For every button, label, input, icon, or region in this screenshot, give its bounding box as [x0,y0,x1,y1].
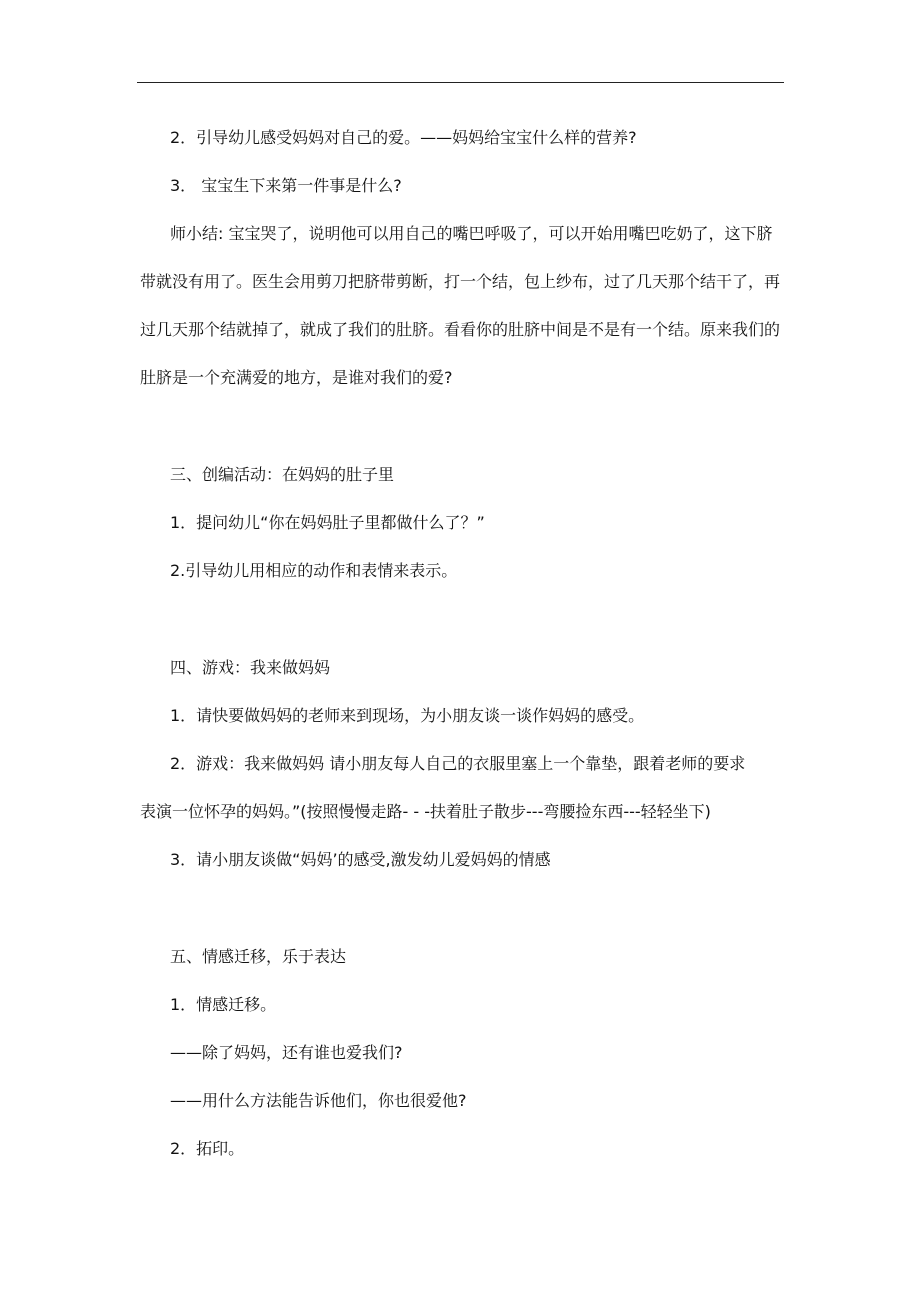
text-line: ——除了妈妈，还有谁也爱我们? [170,1043,403,1062]
header-rule [137,82,784,83]
text-line: 2．游戏：我来做妈妈 请小朋友每人自己的衣服里塞上一个靠垫，跟着老师的要求 [170,754,746,773]
section-heading: 五、情感迁移，乐于表达 [170,947,347,966]
text-line: 肚脐是一个充满爱的地方，是谁对我们的爱? [140,368,453,387]
text-line: 表演一位怀孕的妈妈。”(按照慢慢走路- - -扶着肚子散步---弯腰捡东西---轻轻坐下) [140,802,711,821]
section-heading: 三、创编活动：在妈妈的肚子里 [170,465,395,484]
text-line: 带就没有用了。医生会用剪刀把脐带剪断，打一个结，包上纱布，过了几天那个结干了，再 [140,272,781,291]
text-line: 1．提问幼儿“你在妈妈肚子里都做什么了？” [170,513,485,532]
text-line: 2．拓印。 [170,1139,245,1158]
text-line: 2.引导幼儿用相应的动作和表情来表示。 [170,561,458,580]
text-line: ——用什么方法能告诉他们，你也很爱他? [170,1091,467,1110]
text-line: 3．请小朋友谈做“妈妈’的感受,激发幼儿爱妈妈的情感 [170,850,551,869]
text-line: 师小结: 宝宝哭了，说明他可以用自己的嘴巴呼吸了，可以开始用嘴巴吃奶了，这下脐 [170,224,773,243]
text-line: 3． 宝宝生下来第一件事是什么? [170,176,402,195]
text-line: 1．情感迁移。 [170,995,277,1014]
section-heading: 四、游戏：我来做妈妈 [170,658,331,677]
text-line: 2．引导幼儿感受妈妈对自己的爱。——妈妈给宝宝什么样的营养? [170,128,637,147]
text-line: 1．请快要做妈妈的老师来到现场，为小朋友谈一谈作妈妈的感受。 [170,706,645,725]
text-line: 过几天那个结就掉了，就成了我们的肚脐。看看你的肚脐中间是不是有一个结。原来我们的 [140,320,781,339]
